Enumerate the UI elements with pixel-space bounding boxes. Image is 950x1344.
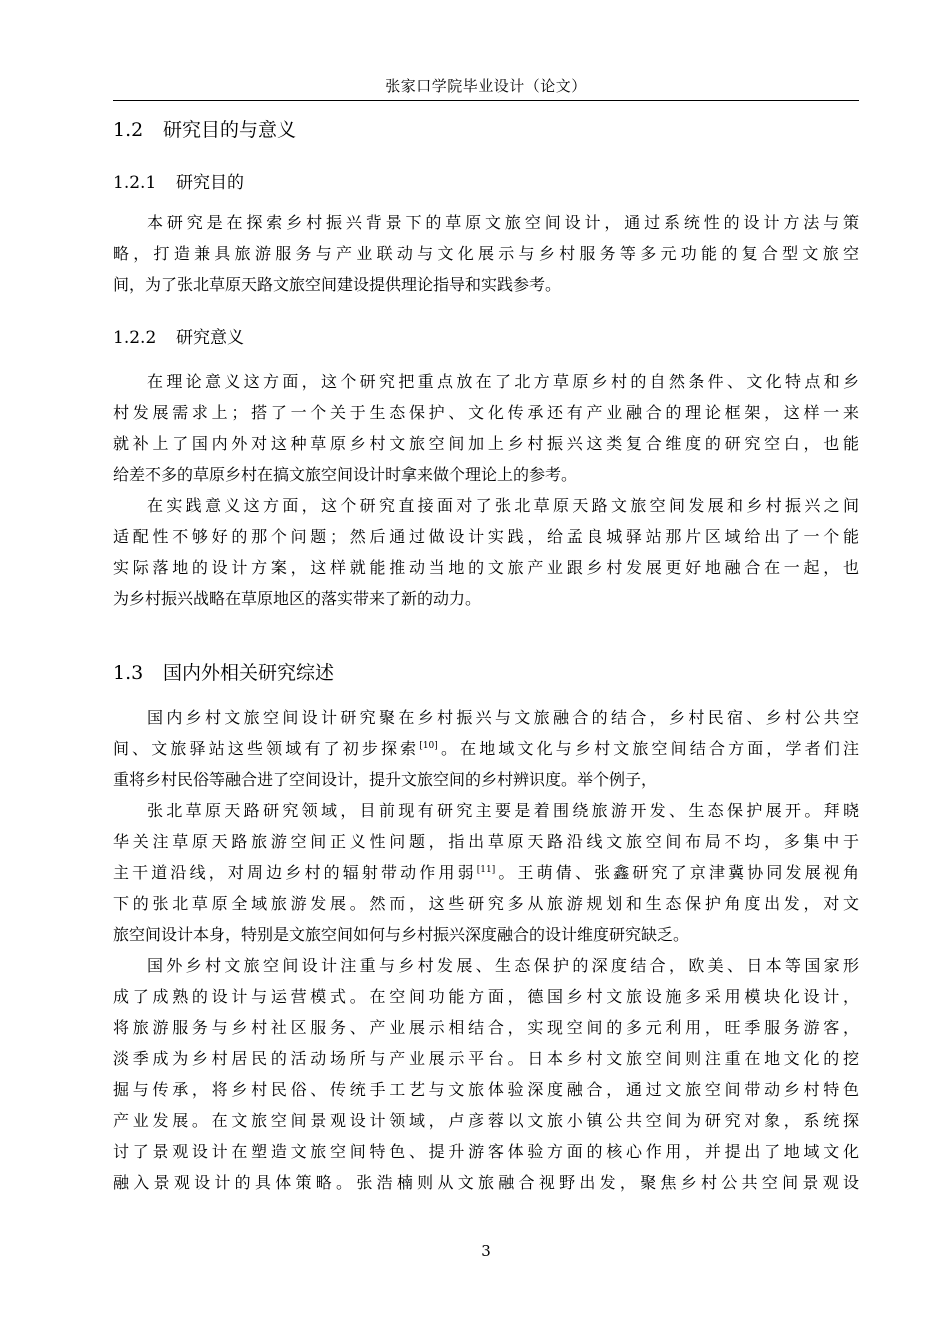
paragraph-foreign-research	[113, 950, 859, 1198]
text-line: 略，打造兼具旅游服务与产业联动与文化展示与乡村服务等多元功能的复合型文旅空	[113, 244, 859, 263]
header-rule	[113, 100, 859, 101]
text-line: 间，为了张北草原天路文旅空间建设提供理论指导和实践参考。	[113, 275, 562, 294]
paragraph-zhangbei-research	[113, 795, 859, 950]
section-number: 1.2.2	[113, 328, 157, 348]
text-line: 村发展需求上；搭了一个关于生态保护、文化传承还有产业融合的理论框架，这样一来	[113, 403, 859, 422]
citation-ref: [10]	[419, 741, 438, 751]
text-line: 产业发展。在文旅空间景观设计领域，卢彦蓉以文旅小镇公共空间为研究对象，系统探	[113, 1111, 859, 1130]
text-line: 在理论意义这方面，这个研究把重点放在了北方草原乡村的自然条件、文化特点和乡	[147, 372, 859, 391]
paragraph-practical-significance	[113, 490, 859, 614]
text-line: 下的张北草原全域旅游发展。然而，这些研究多从旅游规划和生态保护角度出发，对文	[113, 894, 859, 913]
text-line: 就补上了国内外对这种草原乡村文旅空间加上乡村振兴这类复合维度的研究空白，也能	[113, 434, 859, 453]
text-line: 为乡村振兴战略在草原地区的落实带来了新的动力。	[113, 589, 482, 608]
text-line: 淡季成为乡村居民的活动场所与产业展示平台。日本乡村文旅空间则注重在地文化的挖	[113, 1049, 859, 1068]
text-line: 华关注草原天路旅游空间正义性问题，指出草原天路沿线文旅空间布局不均，多集中于	[113, 832, 859, 851]
section-number: 1.2	[113, 119, 144, 141]
text-segment: 间、文旅驿站这些领域有了初步探索	[113, 739, 420, 758]
section-heading-1-2-2	[113, 326, 244, 350]
text-line: 成了成熟的设计与运营模式。在空间功能方面，德国乡村文旅设施多采用模块化设计，	[113, 987, 859, 1006]
text-line: 旅空间设计本身，特别是文旅空间如何与乡村振兴深度融合的设计维度研究缺乏。	[113, 925, 690, 944]
text-line: 融入景观设计的具体策略。张浩楠则从文旅融合视野出发，聚焦乡村公共空间景观设	[113, 1173, 859, 1192]
text-line: 张北草原天路研究领域，目前现有研究主要是着围绕旅游开发、生态保护展开。拜晓	[147, 801, 859, 820]
section-number: 1.3	[113, 662, 144, 684]
text-line: 在实践意义这方面，这个研究直接面对了张北草原天路文旅空间发展和乡村振兴之间	[147, 496, 859, 515]
text-segment: 。王萌倩、张鑫研究了京津冀协同发展视角	[495, 863, 859, 882]
text-line: 给差不多的草原乡村在搞文旅空间设计时拿来做个理论上的参考。	[113, 465, 578, 484]
text-line: 掘与传承，将乡村民俗、传统手工艺与文旅体验深度融合，通过文旅空间带动乡村特色	[113, 1080, 859, 1099]
text-line: 讨了景观设计在塑造文旅空间特色、提升游客体验方面的核心作用，并提出了地域文化	[113, 1142, 859, 1161]
paragraph-domestic-research	[113, 702, 859, 795]
citation-ref: [11]	[476, 865, 496, 875]
section-title: 国内外相关研究综述	[163, 662, 335, 684]
section-number: 1.2.1	[113, 173, 157, 193]
section-heading-1-2	[113, 117, 296, 143]
running-header: 张家口学院毕业设计（论文）	[385, 77, 587, 95]
section-heading-1-2-1	[113, 171, 244, 195]
section-title: 研究目的	[176, 173, 244, 193]
text-segment: 主干道沿线，对周边乡村的辐射带动作用弱	[113, 863, 477, 882]
text-segment: 。在地域文化与乡村文旅空间结合方面，学者们注	[437, 739, 859, 758]
section-heading-1-3	[113, 660, 334, 686]
page-number: 3	[481, 1242, 491, 1260]
text-line	[113, 857, 859, 888]
text-line: 将旅游服务与乡村社区服务、产业展示相结合，实现空间的多元利用，旺季服务游客，	[113, 1018, 859, 1037]
text-line: 国外乡村文旅空间设计注重与乡村发展、生态保护的深度结合，欧美、日本等国家形	[147, 956, 859, 975]
text-line: 实际落地的设计方案，这样就能推动当地的文旅产业跟乡村发展更好地融合在一起，也	[113, 558, 859, 577]
text-line: 国内乡村文旅空间设计研究聚在乡村振兴与文旅融合的结合，乡村民宿、乡村公共空	[147, 708, 859, 727]
section-title: 研究意义	[176, 328, 244, 348]
paragraph-theoretical-significance	[113, 366, 859, 490]
text-line	[113, 733, 859, 764]
section-title: 研究目的与意义	[163, 119, 297, 141]
paragraph-research-purpose	[113, 207, 859, 300]
text-line: 适配性不够好的那个问题；然后通过做设计实践，给孟良城驿站那片区域给出了一个能	[113, 527, 859, 546]
text-line: 本研究是在探索乡村振兴背景下的草原文旅空间设计，通过系统性的设计方法与策	[147, 213, 859, 232]
text-line: 重将乡村民俗等融合进了空间设计，提升文旅空间的乡村辨识度。举个例子，	[113, 770, 658, 789]
